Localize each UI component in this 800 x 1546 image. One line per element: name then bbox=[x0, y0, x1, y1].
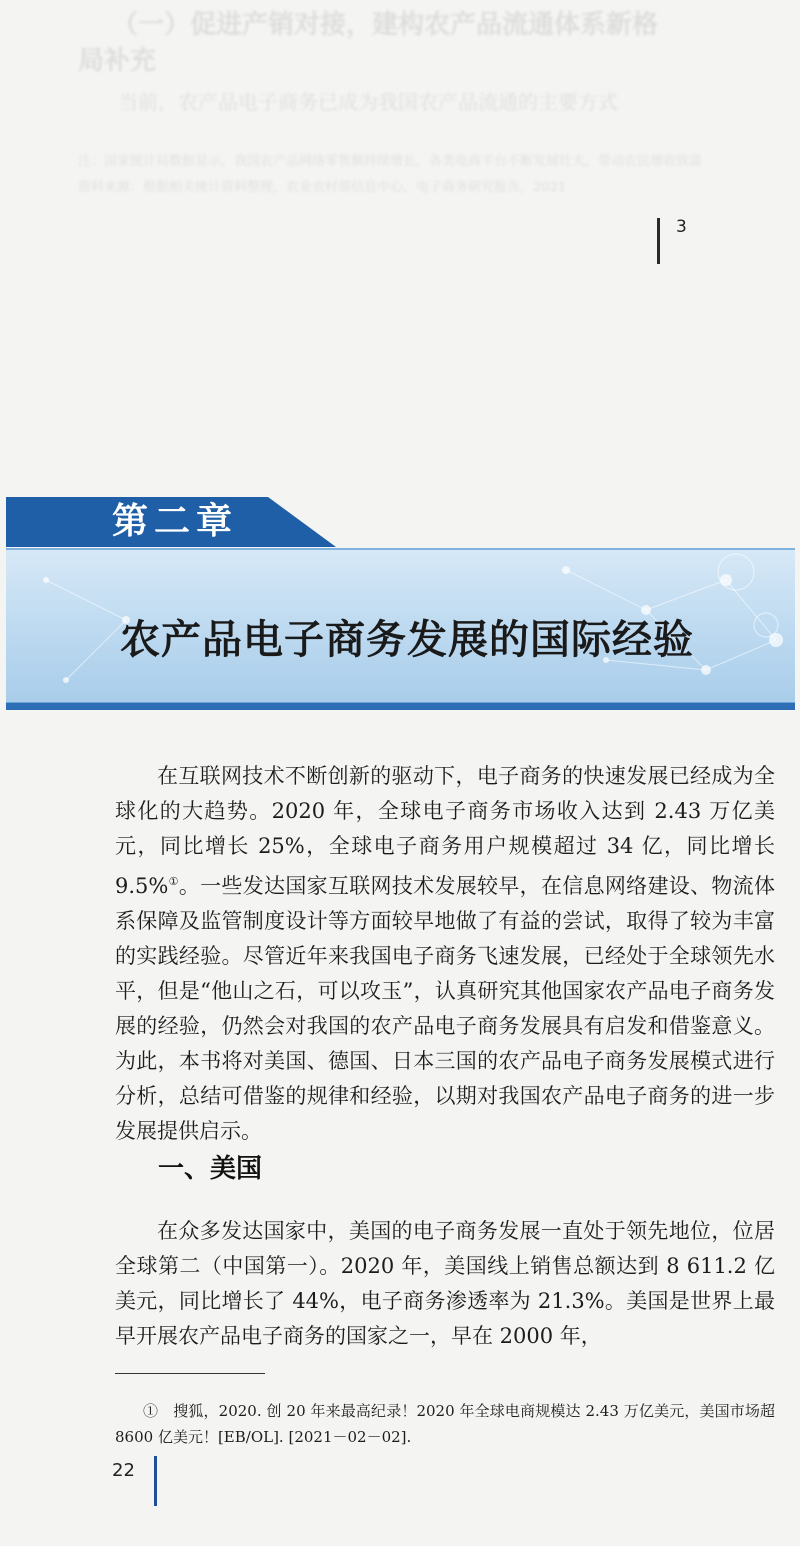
bleed-through-previous-page: （一）促进产销对接，建构农产品流通体系新格 局补充 当前，农产品电子商务已成为我国农产品流通的主要方式 注：国家统计局数据显示，我国农产品网络零售额持续增长，各类电商平台不断发展壮大，带动农民增收致富 资料来源：根据相关统计资料整理，农业农村部信息中心，电子商务研究报告，2021 bbox=[78, 10, 703, 195]
section-paragraph: 在众多发达国家中，美国的电子商务发展一直处于领先地位，位居全球第二（中国第一）。2020 年，美国线上销售总额达到 8 611.2 亿美元，同比增长了 44%，电子商务渗透率为 21.3%。美国是世界上最早开展农产品电子商务的国家之一，早在 2000 年， bbox=[115, 1219, 775, 1348]
footnote-marker: ① bbox=[168, 875, 179, 888]
page-number-bar bbox=[657, 218, 660, 264]
chapter-title: 农产品电子商务发展的国际经验 bbox=[120, 617, 694, 663]
previous-page-number bbox=[657, 218, 713, 264]
intro-text-1: 在互联网技术不断创新的驱动下，电子商务的快速发展已经成为全球化的大趋势。2020 年，全球电子商务市场收入达到 2.43 万亿美元，同比增长 25%，全球电子商务用户规模超过 34 亿，同比增长 9.5% bbox=[115, 764, 775, 898]
page-number-bar bbox=[154, 1456, 157, 1506]
page-number: 22 bbox=[112, 1460, 135, 1481]
footnote: ① 搜狐，2020. 创 20 年来最高纪录！2020 年全球电商规模达 2.43 万亿美元，美国市场超 8600 亿美元！[EB/OL]. [2021－02－02]. bbox=[115, 1402, 775, 1446]
intro-paragraph bbox=[115, 759, 775, 1149]
banner-bottom-rule bbox=[6, 703, 795, 710]
footnote-rule bbox=[115, 1373, 265, 1374]
section-heading: 一、美国 bbox=[158, 1154, 263, 1184]
previous-page-number-text: 3 bbox=[676, 217, 687, 237]
chapter-label: 第二章 bbox=[112, 501, 239, 542]
intro-text-2: 。一些发达国家互联网技术发展较早，在信息网络建设、物流体系保障及监管制度设计等方面较早地做了有益的尝试，取得了较为丰富的实践经验。尽管近年来我国电子商务飞速发展，已经处于全球领先水平，但是“他山之石，可以攻玉”，认真研究其他国家农产品电子商务发展的经验，仍然会对我国的农产品电子商务发展具有启发和借鉴意义。为此，本书将对美国、德国、日本三国的农产品电子商务发展模式进行分析，总结可借鉴的规律和经验，以期对我国农产品电子商务的进一步发展提供启示。 bbox=[115, 874, 775, 1143]
